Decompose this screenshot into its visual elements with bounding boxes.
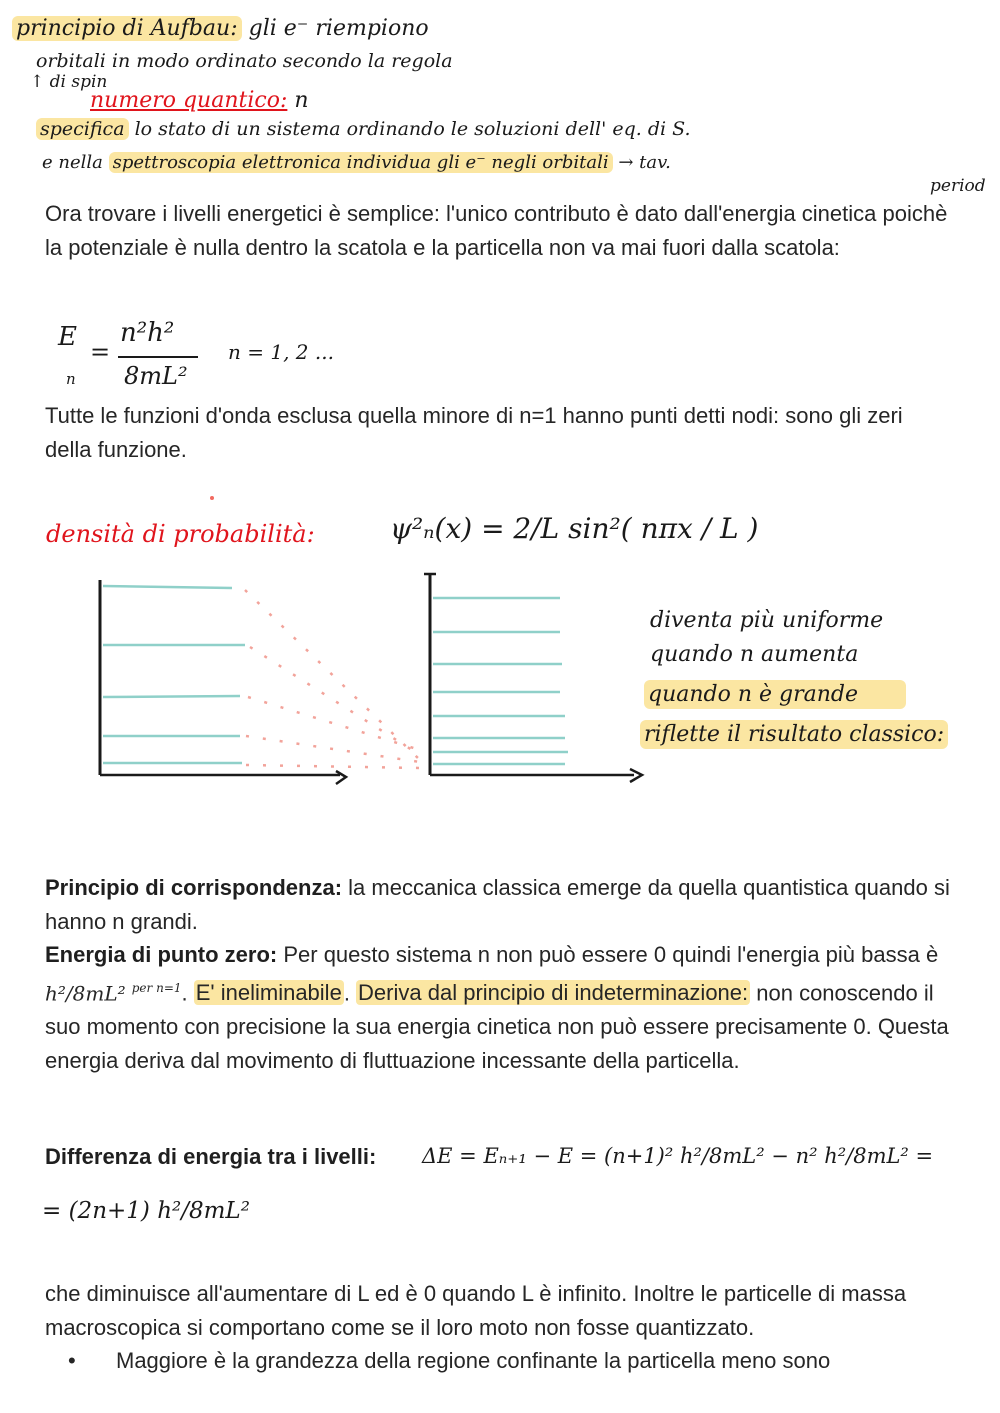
zero-point-text3: . bbox=[343, 979, 357, 1005]
correspondence-title: Principio di corrispondenza: bbox=[45, 875, 343, 900]
bullet-item bbox=[68, 1344, 968, 1378]
diagram-note-2: quando n aumenta bbox=[650, 642, 859, 667]
energy-condition: n = 1, 2 ... bbox=[228, 340, 334, 364]
nodes-paragraph: Tutte le funzioni d'onda esclusa quella minore di n=1 hanno punti detti nodi: sono gli zeri della funzione. bbox=[45, 403, 903, 462]
energy-lhs-sub: n bbox=[66, 370, 76, 388]
zero-point-text4: non conoscendo il suo momento con precisione la sua energia cinetica non può essere precisamente 0. Questa energia deriva dal movimento di fluttuazione incessante della particella. bbox=[45, 979, 949, 1073]
quantum-number-symbol: n bbox=[294, 88, 309, 113]
diagram-note-3 bbox=[644, 682, 906, 707]
ineliminabile-highlight: E' ineliminabile bbox=[195, 979, 342, 1005]
aufbau-title: principio di Aufbau: bbox=[12, 16, 242, 41]
quantum-number-title: numero quantico: bbox=[90, 88, 288, 113]
nella-text: e nella bbox=[42, 152, 103, 173]
energy-equals: = bbox=[90, 338, 111, 366]
macroscopic-paragraph: che diminuisce all'aumentare di L ed è 0 quando L è infinito. Inoltre le particelle di massa macroscopica si comportano come se il loro moto non fosse quantizzato. bbox=[45, 1281, 907, 1340]
difference-title-text: Differenza di energia tra i livelli: bbox=[45, 1144, 377, 1169]
correspondence-text: la meccanica classica emerge da quella quantistica quando si hanno n grandi. bbox=[45, 875, 950, 934]
diagram-note-4 bbox=[640, 722, 948, 747]
zero-point-text2: . bbox=[181, 979, 194, 1005]
aufbau-note-line2: orbitali in modo ordinato secondo la regola bbox=[36, 50, 453, 72]
spectroscopy-highlight: spettroscopia elettronica individua gli e⁻ negli orbitali bbox=[109, 152, 613, 173]
energy-denominator: 8mL² bbox=[124, 362, 188, 390]
density-formula: ψ²ₙ(x) = 2/L sin²( nπx / L ) bbox=[390, 512, 759, 545]
energy-lhs: E bbox=[58, 322, 77, 352]
difference-result: = (2n+1) h²/8mL² bbox=[42, 1198, 250, 1224]
diagram-note-4-highlight: riflette il risultato classico: bbox=[640, 720, 948, 749]
zero-point-title: Energia di punto zero: bbox=[45, 942, 278, 967]
specifica-highlight: specifica bbox=[36, 118, 129, 140]
bullet-dot-icon: • bbox=[68, 1348, 76, 1373]
zero-point-formula-note: per n=1 bbox=[131, 980, 182, 995]
energy-levels-paragraph: Ora trovare i livelli energetici è semplice: l'unico contributo è dato dall'energia cinetica poichè la potenziale è nulla dentro la scatola e la particella non va mai fuori dalla scatola: bbox=[45, 201, 948, 260]
zero-point-text1: Per questo sistema n non può essere 0 quindi l'energia più bassa è bbox=[277, 942, 939, 967]
difference-formula: ΔE = Eₙ₊₁ − E = (n+1)² h²/8mL² − n² h²/8mL² = bbox=[422, 1144, 934, 1168]
period-text: period bbox=[930, 176, 986, 196]
indeterminazione-highlight: Deriva dal principio di indeterminazione: bbox=[358, 979, 749, 1005]
difference-title bbox=[45, 1140, 405, 1174]
diagram-note-3-highlight: quando n è grande bbox=[644, 680, 906, 709]
aufbau-text: gli e⁻ riempiono bbox=[248, 16, 429, 41]
zero-point-paragraph bbox=[45, 938, 955, 1077]
tav-text: → tav. bbox=[618, 152, 671, 173]
density-label: densità di probabilità: bbox=[46, 520, 315, 548]
correspondence-paragraph bbox=[45, 871, 955, 938]
diagram-note-1: diventa più uniforme bbox=[650, 608, 884, 633]
aufbau-spin: di spin bbox=[49, 72, 108, 92]
bullet-text: Maggiore è la grandezza della regione confinante la particella meno sono bbox=[116, 1348, 831, 1373]
quantum-number-text: lo stato di un sistema ordinando le soluzioni dell' eq. di S. bbox=[134, 118, 691, 140]
energy-numerator: n²h² bbox=[120, 318, 175, 348]
zero-point-formula: h²/8mL² bbox=[45, 980, 126, 1005]
up-arrow-icon: ↑ bbox=[30, 72, 45, 92]
